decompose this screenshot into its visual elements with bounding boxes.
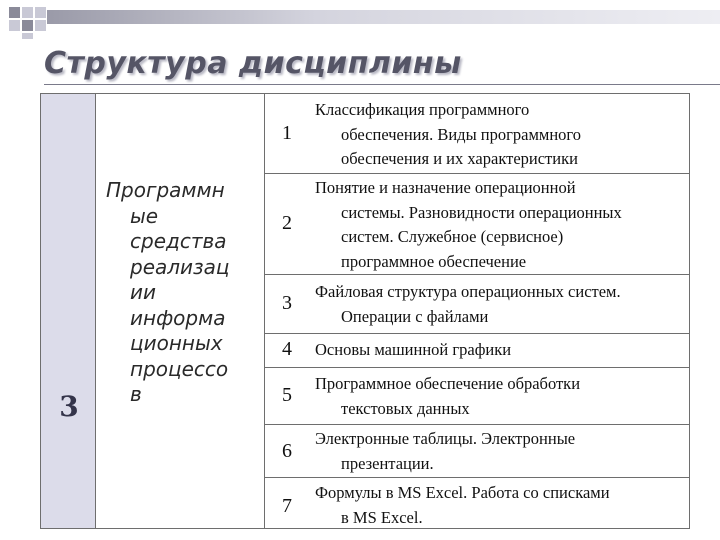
module-name-line: ционных — [130, 331, 223, 355]
module-name-line: ии — [130, 280, 156, 304]
module-name-line: процессо — [130, 356, 229, 381]
topic-text — [315, 372, 689, 421]
topic-line: в MS Excel. — [341, 507, 423, 527]
decor-square — [22, 33, 33, 39]
topic-row — [264, 367, 690, 424]
topic-number: 1 — [282, 122, 292, 144]
topic-line: обеспечения и их характеристики — [341, 149, 578, 168]
topic-line: Файловая структура операционных систем. — [315, 282, 621, 301]
decor-square — [9, 20, 20, 31]
slide-header-decoration — [0, 0, 720, 44]
module-name-line: реализац — [130, 254, 230, 279]
topic-text — [315, 280, 689, 329]
topic-line: текстовых данных — [341, 398, 470, 418]
topic-line: презентации. — [341, 453, 434, 473]
decor-square — [35, 7, 46, 18]
topic-line: Формулы в MS Excel. Работа со списками — [315, 483, 610, 502]
topic-row — [264, 173, 690, 274]
topic-line: Классификация программного — [315, 100, 530, 119]
topic-row — [264, 424, 690, 477]
topic-line: Основы машинной графики — [315, 340, 512, 359]
topic-text — [315, 481, 689, 530]
topic-line: систем. Служебное (сервисное) — [341, 227, 564, 246]
topic-row — [264, 93, 690, 173]
topic-text — [315, 98, 689, 172]
decor-square — [9, 7, 20, 18]
module-name-line: Программн — [106, 178, 225, 202]
title-underline — [44, 84, 720, 85]
topic-line: Операции с файлами — [341, 306, 489, 326]
decor-square — [22, 20, 33, 31]
topic-row — [264, 333, 690, 367]
module-name — [106, 178, 256, 408]
module-number-cell — [40, 93, 96, 529]
topic-number: 2 — [282, 212, 292, 234]
topic-text — [315, 176, 689, 274]
topic-number: 7 — [282, 495, 292, 517]
topic-number: 3 — [282, 292, 292, 314]
topic-row — [264, 274, 690, 333]
slide-title: Структура дисциплины — [44, 46, 462, 81]
topic-line: Электронные таблицы. Электронные — [315, 429, 576, 448]
module-name-line: средства — [130, 229, 227, 253]
topic-line: обеспечения. Виды программного — [341, 124, 582, 144]
module-name-line: в — [130, 382, 142, 406]
topic-line: Понятие и назначение операционной — [315, 178, 576, 197]
topic-row — [264, 477, 690, 529]
module-name-line: ые — [130, 203, 159, 228]
decor-square — [35, 20, 46, 31]
topic-number: 6 — [282, 440, 292, 462]
module-number: 3 — [59, 390, 79, 423]
topic-text — [315, 427, 689, 476]
topic-line: системы. Разновидности операционных — [341, 202, 622, 222]
header-gradient-band — [47, 10, 720, 24]
module-name-line: информа — [130, 305, 226, 330]
topic-line: Программное обеспечение обработки — [315, 374, 581, 393]
topic-line: программное обеспечение — [341, 251, 527, 271]
topic-text — [315, 338, 689, 363]
topic-number: 4 — [282, 338, 292, 360]
module-name-cell — [96, 93, 264, 529]
topic-number: 5 — [282, 384, 292, 406]
decor-square — [22, 7, 33, 18]
